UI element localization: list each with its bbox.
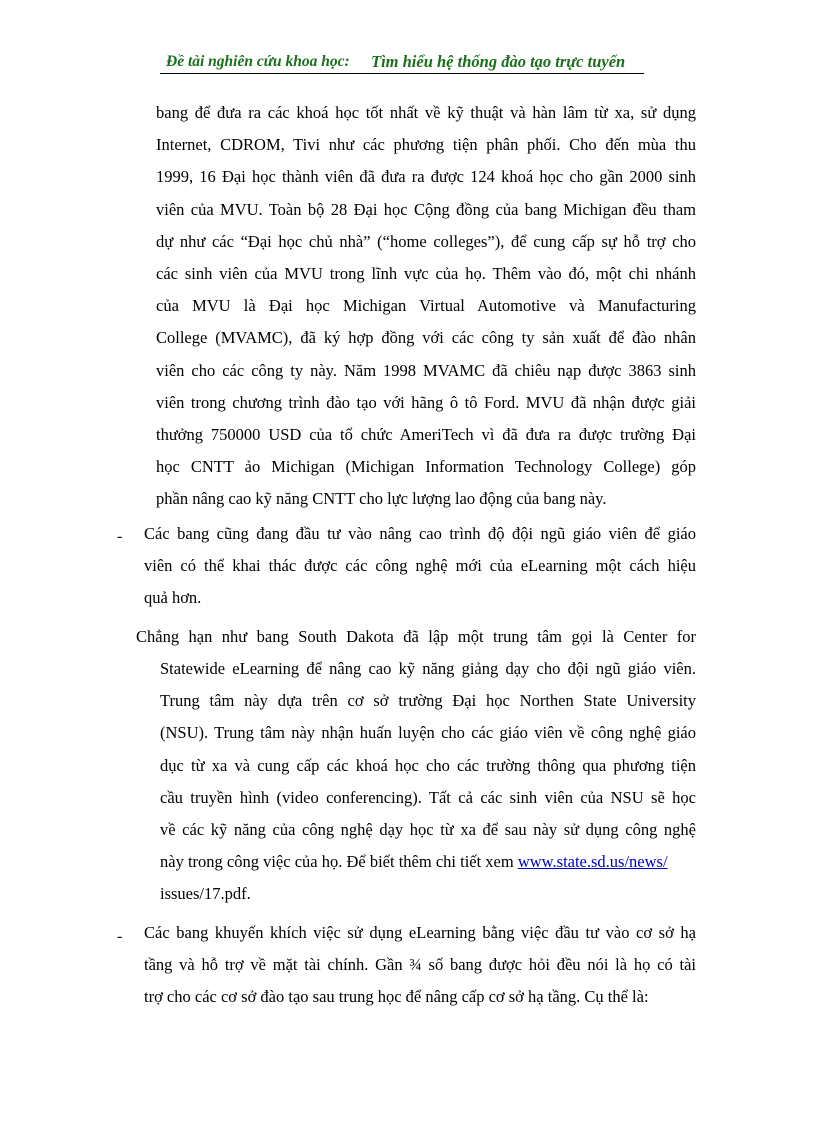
bullet-marker: - xyxy=(117,928,123,945)
paragraph-south-dakota xyxy=(160,653,696,911)
text-line: học CNTT ảo Michigan (Michigan Information Technology College) góp xyxy=(156,457,696,477)
text-line: viên cho các công ty này. Năm 1998 MVAMC đã chiêu nạp được 3863 sinh xyxy=(156,360,696,380)
bullet-marker: - xyxy=(117,528,123,545)
text-line: Statewide eLearning để nâng cao kỹ năng giảng dạy cho đội ngũ giáo viên. xyxy=(160,659,696,678)
text-line: các sinh viên của MVU trong lĩnh vực của họ. Thêm vào đó, một chi nhánh xyxy=(156,263,696,283)
text-line xyxy=(160,846,696,878)
text-line: trợ cho các cơ sở đào tạo sau trung học để nâng cấp cơ sở hạ tầng. Cụ thể là: xyxy=(144,987,649,1007)
text-line: quả hơn. xyxy=(144,588,202,608)
paragraph-mvu xyxy=(156,97,696,515)
text-line: issues/17.pdf. xyxy=(160,884,251,904)
paragraph-infrastructure xyxy=(144,917,696,1014)
paragraph-south-dakota-first-line xyxy=(136,621,696,653)
text-line: tầng và hỗ trợ về mặt tài chính. Gần ¾ số bang được hỏi đều nói là họ có tài xyxy=(144,955,696,975)
link-prefix-text: này trong công việc của họ. Để biết thêm chi tiết xem xyxy=(160,852,514,872)
state-news-link[interactable]: www.state.sd.us/news/ xyxy=(517,852,668,872)
text-line: bang để đưa ra các khoá học tốt nhất về kỹ thuật và hàn lâm từ xa, sử dụng xyxy=(156,103,696,122)
text-line: thưởng 750000 USD của tổ chức AmeriTech vì đã đưa ra được trường Đại xyxy=(156,424,696,444)
header-left-text: Đề tài nghiên cứu khoa học: xyxy=(166,53,350,70)
text-line: viên có thể khai thác được các công nghệ mới của eLearning một cách hiệu xyxy=(144,556,696,576)
paragraph-teacher-training xyxy=(144,518,696,615)
text-line: cầu truyền hình (video conferencing). Tất cả các sinh viên của NSU sẽ học xyxy=(160,787,696,807)
text-line: Các bang cũng đang đầu tư vào nâng cao trình độ đội ngũ giáo viên để giáo xyxy=(144,524,696,543)
header-title: Tìm hiểu hệ thống đào tạo trực tuyến xyxy=(371,52,626,71)
text-line: viên trong chương trình đào tạo với hãng ô tô Ford. MVU đã nhận được giải xyxy=(156,392,696,412)
page-header xyxy=(160,51,644,74)
text-line: dục từ xa và cung cấp các khoá học cho các trường thông qua phương tiện xyxy=(160,755,696,775)
text-line: (NSU). Trung tâm này nhận huấn luyện cho các giáo viên về công nghệ giáo xyxy=(160,723,696,743)
text-line: Chẳng hạn như bang South Dakota đã lập một trung tâm gọi là Center for xyxy=(136,627,696,646)
text-line: viên của MVU. Toàn bộ 28 Đại học Cộng đồng của bang Michigan đều tham xyxy=(156,199,696,219)
text-line: của MVU là Đại học Michigan Virtual Automotive và Manufacturing xyxy=(156,296,696,316)
text-line: Internet, CDROM, Tivi như các phương tiện phân phối. Cho đến mùa thu xyxy=(156,135,696,155)
text-line: dự như các “Đại học chủ nhà” (“home colleges”), để cung cấp sự hỗ trợ cho xyxy=(156,231,696,251)
text-line: Các bang khuyến khích việc sử dụng eLearning bằng việc đầu tư vào cơ sở hạ xyxy=(144,923,696,942)
text-line: về các kỹ năng của công nghệ dạy học từ xa để sau này sử dụng công nghệ xyxy=(160,819,696,839)
text-line: College (MVAMC), đã ký hợp đồng với các công ty sản xuất để đào nhân xyxy=(156,328,696,348)
text-line: phần nâng cao kỹ năng CNTT cho lực lượng lao động của bang này. xyxy=(156,489,607,509)
text-line: 1999, 16 Đại học thành viên đã đưa ra được 124 khoá học cho gần 2000 sinh xyxy=(156,167,696,187)
text-line: Trung tâm này dựa trên cơ sở trường Đại học Northen State University xyxy=(160,691,696,711)
